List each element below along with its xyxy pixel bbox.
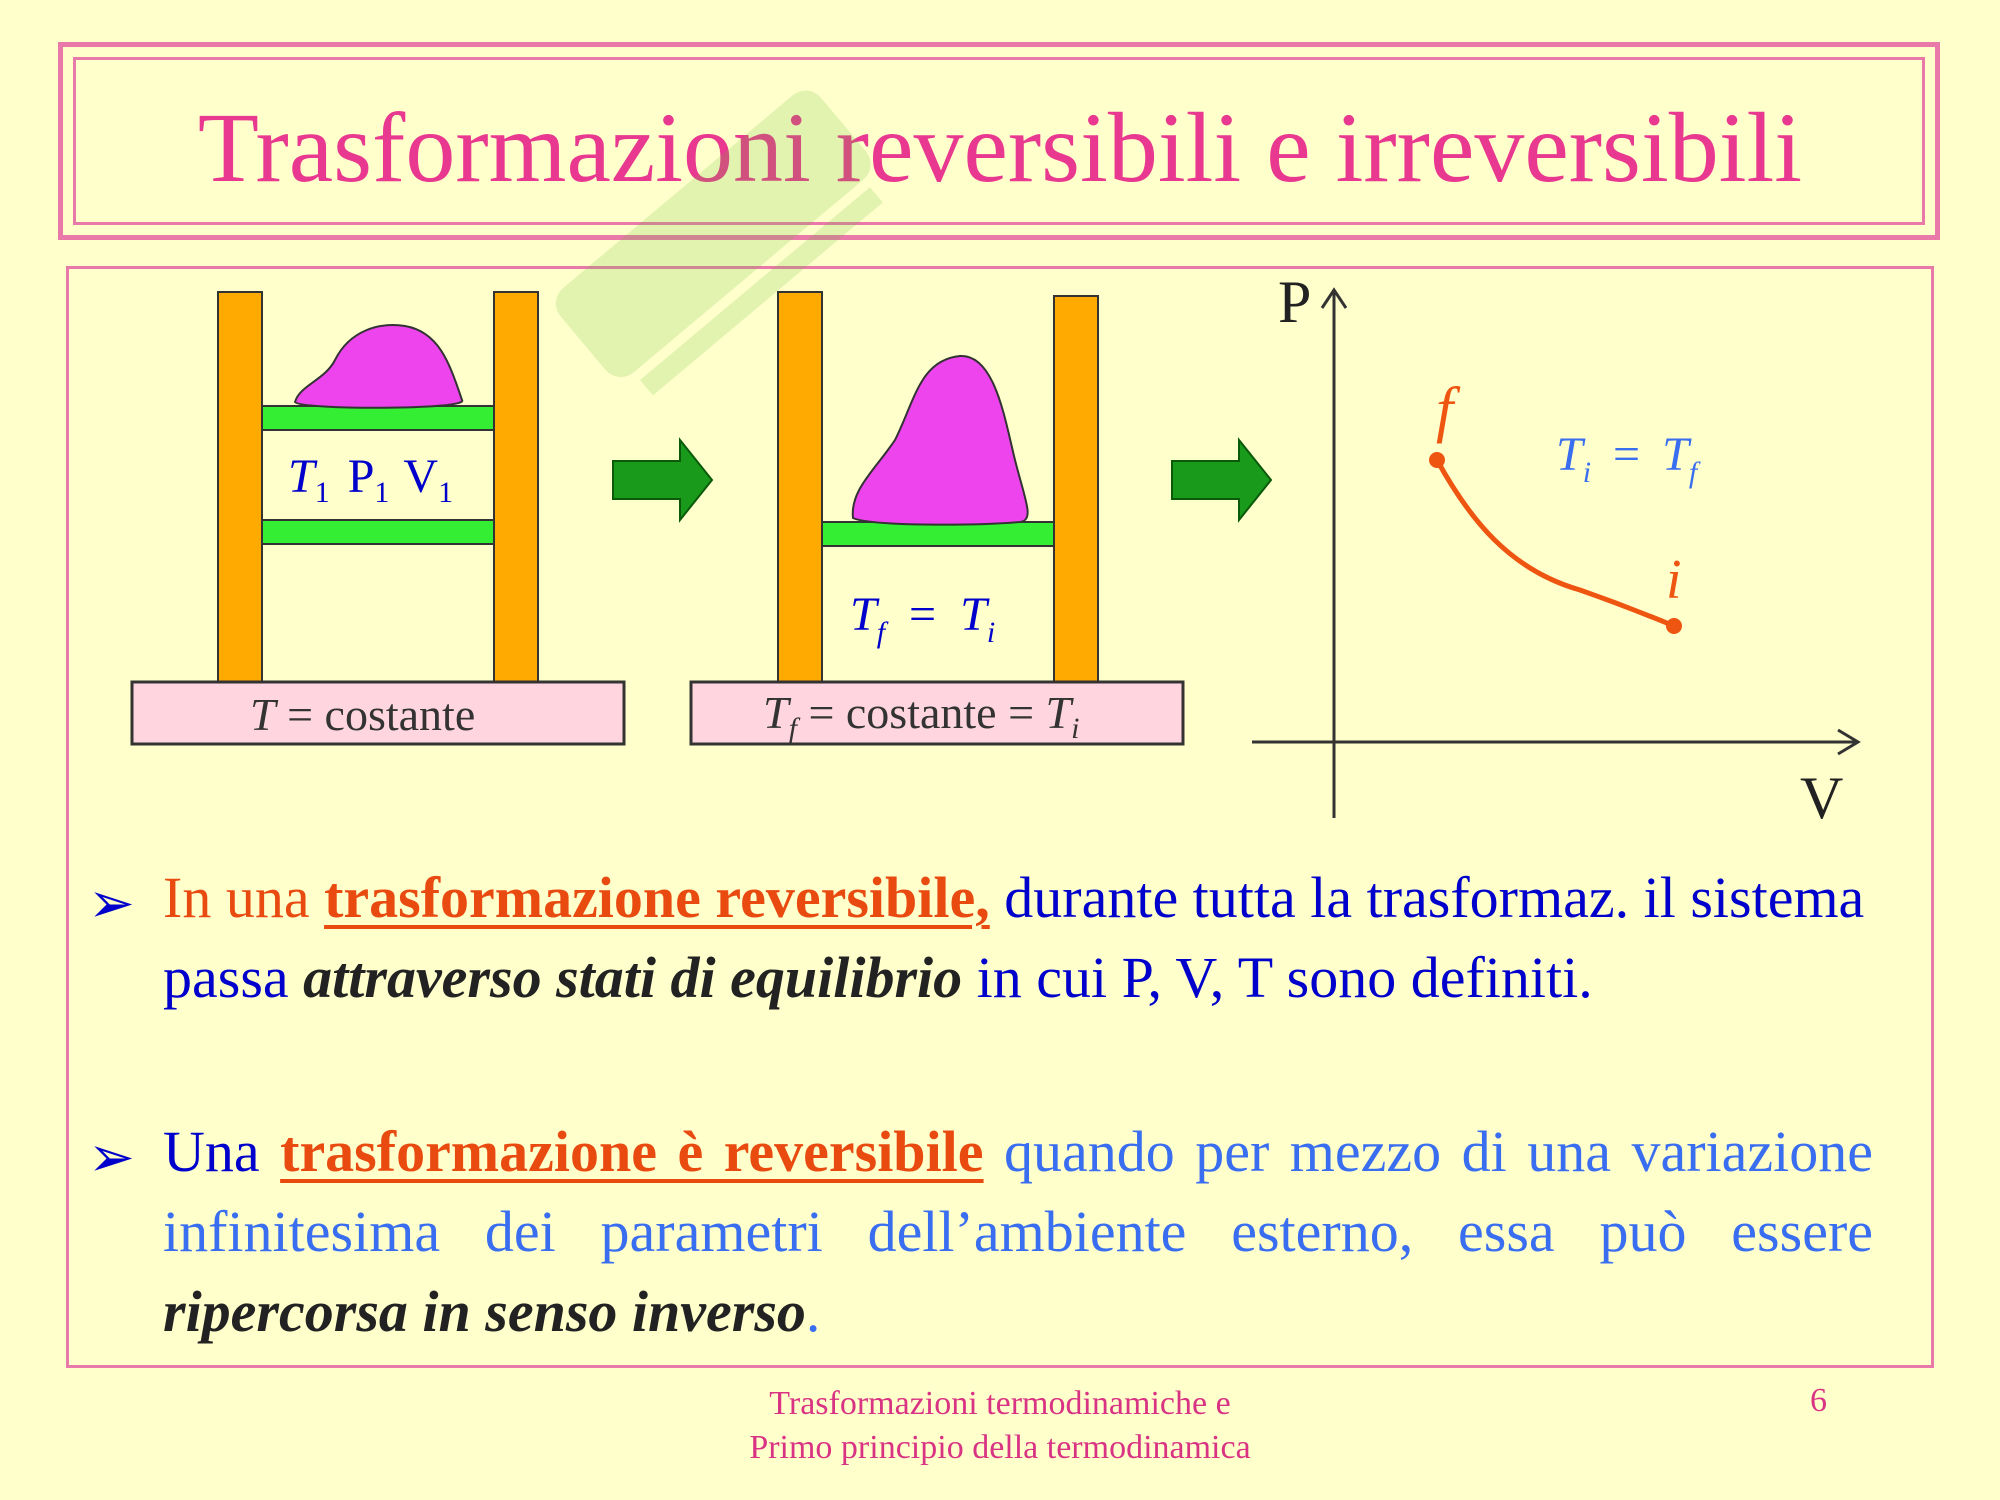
bullet-1-part1: In una <box>163 865 325 930</box>
point-i-marker <box>1666 618 1682 634</box>
bullet-2-emphasis: ripercorsa in senso inverso <box>163 1279 806 1344</box>
bullet-2-part5: . <box>805 1279 821 1344</box>
bullet-2-part1: Una <box>163 1119 281 1184</box>
piston1-bottom-plate <box>262 520 494 544</box>
piston2-label: $T_f = T_i$ <box>850 588 996 649</box>
slide-title: Trasformazioni reversibili e irreversibili <box>197 92 1803 203</box>
bullet-1-part5: in cui P, V, T sono definiti. <box>962 945 1593 1010</box>
point-f-label: f <box>1436 376 1454 444</box>
bullet-2-keyword: trasformazione è reversibile <box>280 1119 984 1184</box>
piston2-gas-blob <box>853 356 1028 525</box>
piston1-top-plate <box>262 406 494 430</box>
arrow-right-1 <box>613 440 712 520</box>
page-number: 6 <box>1810 1382 1827 1419</box>
bullet-1-emphasis: attraverso stati di equilibrio <box>303 945 963 1010</box>
piston1-gas-blob <box>295 325 462 408</box>
point-i-label: i <box>1666 549 1682 611</box>
piston2-base-label: $T_f$ = costante = $T_i$ <box>763 687 1080 745</box>
bullet-1-keyword: trasformazione reversibile, <box>324 865 990 930</box>
piston2-right-wall <box>1054 296 1098 682</box>
bullet-1-text <box>163 858 1913 1018</box>
isotherm-curve <box>1437 460 1674 626</box>
footer-line-1: Trasformazioni termodinamiche e <box>769 1385 1231 1422</box>
footer <box>640 1382 1360 1470</box>
bullet-2-part3: quando per mezzo di una variazione infinitesima dei parametri dell’ambiente esterno, essa può essere <box>163 1119 1873 1264</box>
point-f-marker <box>1429 452 1445 468</box>
x-axis-label: V <box>1800 765 1844 831</box>
piston1-left-wall <box>218 292 262 682</box>
piston1-right-wall <box>494 292 538 682</box>
piston1-label: $T_1$ $P_1$ $V_1$ <box>288 450 454 509</box>
graph-equation: $T_i = T_f$ <box>1556 428 1698 489</box>
bullet-2-marker: ➢ <box>88 1127 135 1189</box>
bullet-1-part3: durante tutta la trasformaz. il sistema passa <box>163 865 1865 1010</box>
arrow-right-2 <box>1172 440 1271 520</box>
bullet-2-text <box>163 1112 1873 1352</box>
piston2-left-wall <box>778 292 822 682</box>
footer-line-2: Primo principio della termodinamica <box>749 1429 1251 1466</box>
bullet-1-marker: ➢ <box>88 873 135 935</box>
piston1-base-label: T = costante <box>250 689 476 740</box>
y-axis-label: P <box>1278 269 1312 335</box>
